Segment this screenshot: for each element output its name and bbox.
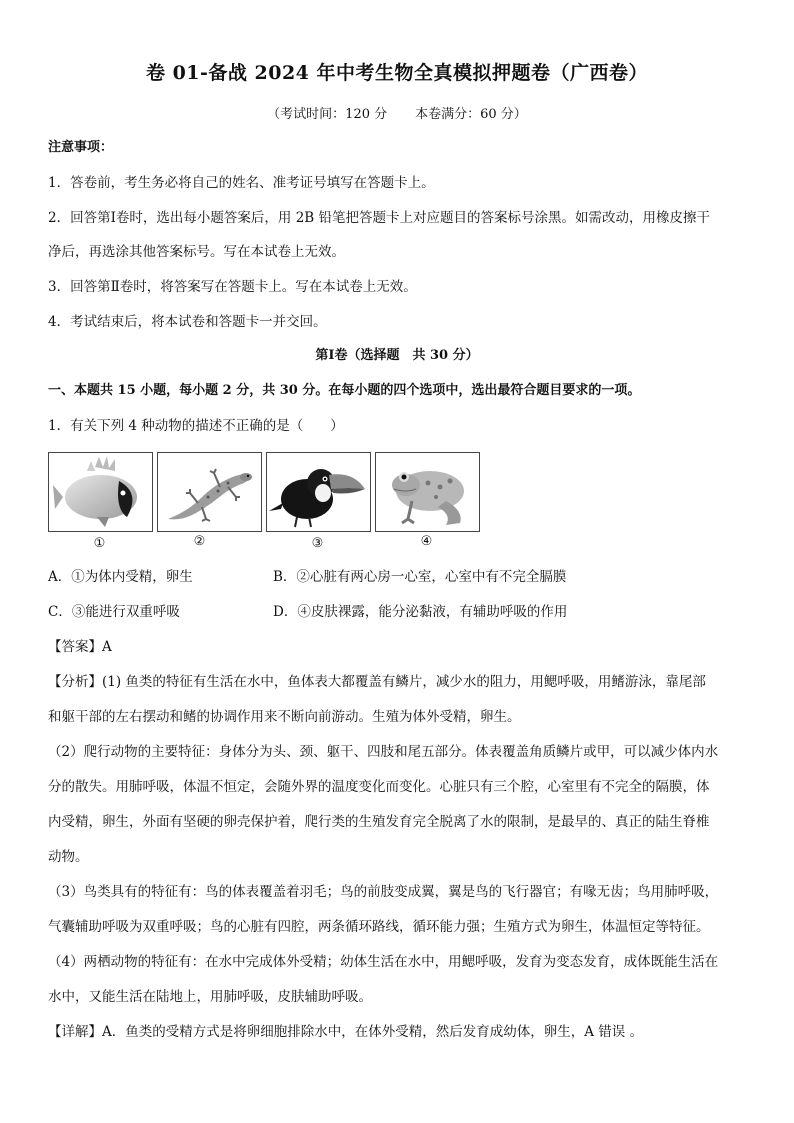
note-item: 2．回答第Ⅰ卷时，选出每小题答案后，用 2B 铅笔把答题卡上对应题目的答案标号涂黑。如需改动，用橡皮擦干 [48, 210, 711, 226]
answer: 【答案】A [48, 639, 112, 655]
analysis-line: （4）两栖动物的特征有：在水中完成体外受精；幼体生活在水中，用鳃呼吸，发育为变态发育，成体既能生活在 [48, 954, 719, 970]
animal-figures [48, 452, 488, 557]
page-title: 卷 01-备战 2024 年中考生物全真模拟押题卷（广西卷） [145, 62, 649, 84]
frog-image [375, 452, 480, 532]
figure-label: ② [193, 534, 206, 549]
note-item: 净后，再选涂其他答案标号。写在本试卷上无效。 [48, 244, 345, 260]
analysis-line: （3）鸟类具有的特征有：鸟的体表覆盖着羽毛；鸟的前肢变成翼，翼是鸟的飞行器官；有喙无齿；鸟用肺呼吸， [48, 884, 719, 900]
exam-info [0, 103, 794, 122]
detail-line: 【详解】A．鱼类的受精方式是将卵细胞排除水中，在体外受精，然后发育成幼体，卵生，A 错误 。 [48, 1024, 644, 1040]
section-title: 第Ⅰ卷（选择题 共 30 分） [315, 348, 479, 363]
analysis-line: （2）爬行动物的主要特征：身体分为头、颈、躯干、四肢和尾五部分。体表覆盖角质鳞片或甲，可以减少体内水 [48, 744, 719, 760]
option-a: A．①为体内受精，卵生 [48, 569, 193, 585]
option-c: C．③能进行双重呼吸 [48, 604, 180, 620]
section-instruction: 一、本题共 15 小题，每小题 2 分，共 30 分。在每小题的四个选项中，选出最符合题目要求的一项。 [48, 383, 641, 398]
exam-time: （考试时间：120 分 [267, 107, 388, 122]
note-item: 3．回答第Ⅱ卷时，将答案写在答题卡上。写在本试卷上无效。 [48, 279, 417, 295]
exam-score: 本卷满分：60 分） [415, 107, 527, 122]
notes-heading: 注意事项： [48, 140, 114, 155]
lizard-image [157, 452, 262, 532]
figure-label: ④ [420, 534, 433, 549]
note-item: 1．答卷前，考生务必将自己的姓名、准考证号填写在答题卡上。 [48, 175, 435, 191]
question-stem: 1．有关下列 4 种动物的描述不正确的是（ ） [48, 418, 344, 434]
analysis-line: 水中，又能生活在陆地上，用肺呼吸，皮肤辅助呼吸。 [48, 989, 372, 1005]
analysis-line: 【分析】(1) 鱼类的特征有生活在水中，鱼体表大都覆盖有鳞片，减少水的阻力，用鳃呼吸，用鳍游泳，靠尾部 [48, 674, 706, 690]
figure-label: ① [93, 536, 106, 551]
fish-image [48, 452, 153, 532]
option-b: B．②心脏有两心房一心室，心室中有不完全膈膜 [273, 569, 567, 585]
analysis-line: 气囊辅助呼吸为双重呼吸；鸟的心脏有四腔，两条循环路线，循环能力强；生殖方式为卵生，体温恒定等特征。 [48, 919, 710, 935]
analysis-line: 动物。 [48, 849, 89, 865]
analysis-line: 分的散失。用肺呼吸，体温不恒定，会随外界的温度变化而变化。心脏只有三个腔，心室里有不完全的隔膜，体 [48, 779, 710, 795]
note-item: 4．考试结束后，将本试卷和答题卡一并交回。 [48, 314, 327, 330]
analysis-line: 和躯干部的左右摆动和鳍的协调作用来不断向前游动。生殖为体外受精，卵生。 [48, 709, 521, 725]
analysis-line: 内受精，卵生，外面有坚硬的卵壳保护着，爬行类的生殖发育完全脱离了水的限制，是最早的、真正的陆生脊椎 [48, 814, 710, 830]
figure-label: ③ [311, 536, 324, 551]
bird-image [266, 452, 371, 532]
option-d: D．④皮肤裸露，能分泌黏液，有辅助呼吸的作用 [273, 604, 568, 620]
